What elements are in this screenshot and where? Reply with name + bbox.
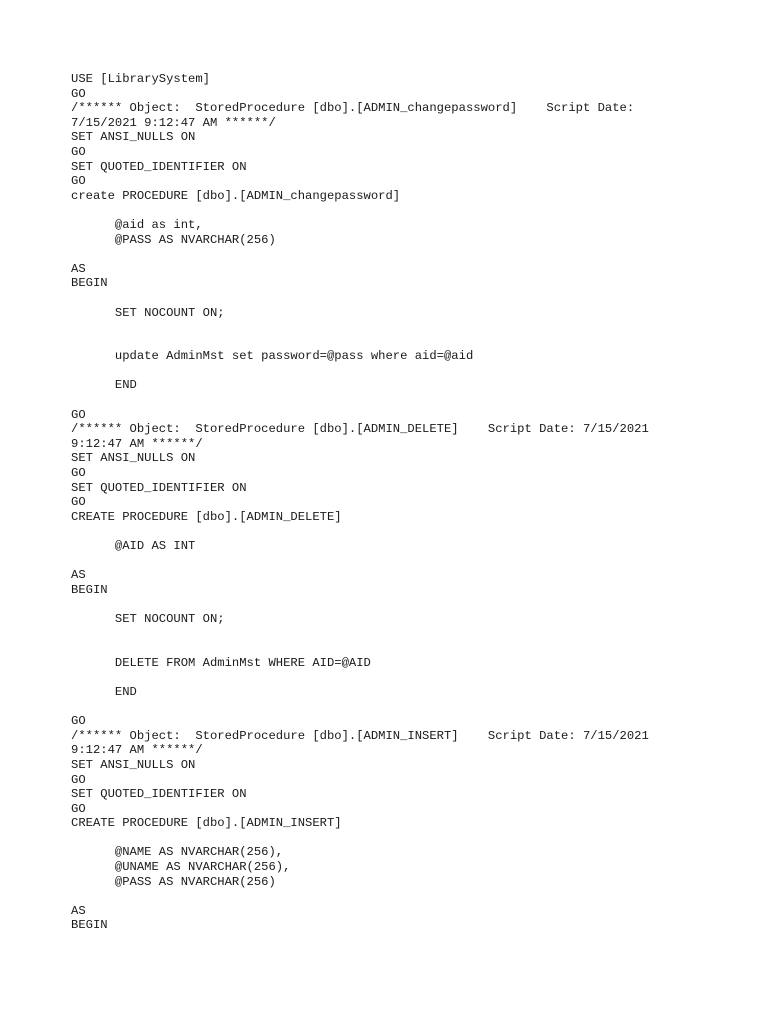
sql-script-text xyxy=(71,72,731,933)
code-line: GO xyxy=(71,772,86,787)
code-line: BEGIN xyxy=(71,918,108,933)
code-line: GO xyxy=(71,86,86,101)
code-line xyxy=(71,627,731,642)
code-line xyxy=(71,393,731,408)
code-line: @NAME AS NVARCHAR(256), xyxy=(71,845,284,860)
code-line xyxy=(71,641,731,656)
code-line: GO xyxy=(71,407,86,422)
code-line: GO xyxy=(71,801,86,816)
code-line xyxy=(71,670,731,685)
code-line: @aid as int, xyxy=(71,217,203,232)
code-line: @PASS AS NVARCHAR(256) xyxy=(71,232,276,247)
code-line: CREATE PROCEDURE [dbo].[ADMIN_INSERT] xyxy=(71,816,342,831)
code-line: SET QUOTED_IDENTIFIER ON xyxy=(71,159,247,174)
code-line: create PROCEDURE [dbo].[ADMIN_changepassword] xyxy=(71,188,401,203)
code-line: END xyxy=(71,378,137,393)
code-line xyxy=(71,320,731,335)
code-line: 9:12:47 AM ******/ xyxy=(71,436,203,451)
code-line xyxy=(71,889,731,904)
code-line: AS xyxy=(71,903,86,918)
code-line: BEGIN xyxy=(71,276,108,291)
code-line: CREATE PROCEDURE [dbo].[ADMIN_DELETE] xyxy=(71,509,342,524)
code-line: /****** Object: StoredProcedure [dbo].[ADMIN_DELETE] Script Date: 7/15/2021 xyxy=(71,422,649,437)
code-line: SET ANSI_NULLS ON xyxy=(71,757,196,772)
code-line: AS xyxy=(71,568,86,583)
code-line: SET QUOTED_IDENTIFIER ON xyxy=(71,787,247,802)
code-line xyxy=(71,597,731,612)
code-line: SET ANSI_NULLS ON xyxy=(71,130,196,145)
code-line: 7/15/2021 9:12:47 AM ******/ xyxy=(71,115,276,130)
code-line: GO xyxy=(71,466,86,481)
code-line: GO xyxy=(71,495,86,510)
code-line: DELETE FROM AdminMst WHERE AID=@AID xyxy=(71,655,371,670)
code-line xyxy=(71,554,731,569)
code-line: /****** Object: StoredProcedure [dbo].[ADMIN_INSERT] Script Date: 7/15/2021 xyxy=(71,728,649,743)
code-line: SET QUOTED_IDENTIFIER ON xyxy=(71,480,247,495)
code-line: GO xyxy=(71,714,86,729)
code-line: @UNAME AS NVARCHAR(256), xyxy=(71,860,291,875)
code-line: /****** Object: StoredProcedure [dbo].[ADMIN_changepassword] Script Date: xyxy=(71,101,635,116)
code-line xyxy=(71,524,731,539)
code-line: USE [LibrarySystem] xyxy=(71,72,210,86)
code-line xyxy=(71,335,731,350)
code-line xyxy=(71,364,731,379)
code-line: GO xyxy=(71,144,86,159)
code-line xyxy=(71,831,731,846)
code-line: SET NOCOUNT ON; xyxy=(71,611,225,626)
code-line: @PASS AS NVARCHAR(256) xyxy=(71,874,276,889)
code-line xyxy=(71,203,731,218)
code-line: AS xyxy=(71,261,86,276)
code-line: @AID AS INT xyxy=(71,539,196,553)
code-line xyxy=(71,700,731,715)
code-line: BEGIN xyxy=(71,582,108,597)
code-line xyxy=(71,247,731,262)
code-line: 9:12:47 AM ******/ xyxy=(71,743,203,758)
code-line: END xyxy=(71,684,137,699)
code-line: GO xyxy=(71,174,86,189)
code-line: SET ANSI_NULLS ON xyxy=(71,451,196,466)
code-line: SET NOCOUNT ON; xyxy=(71,305,225,320)
code-line: update AdminMst set password=@pass where aid=@aid xyxy=(71,349,474,364)
code-line xyxy=(71,291,731,306)
